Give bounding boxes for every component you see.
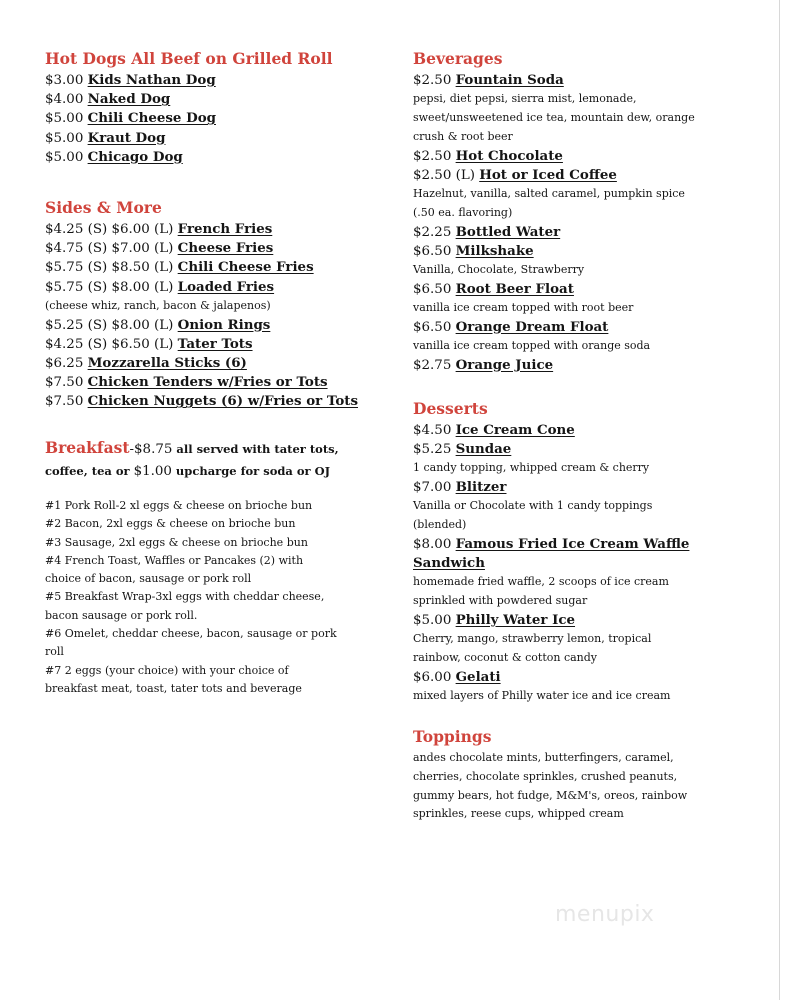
menu-item (413, 440, 689, 459)
breakfast-note: all served with tater tots, (172, 442, 339, 456)
item-name: Ice Cream Cone (455, 422, 575, 438)
menu-item (45, 373, 358, 392)
item-name: Root Beer Float (455, 280, 574, 297)
item-price: $2.75 (413, 357, 452, 373)
item-price: $2.50 (413, 148, 452, 164)
item-price: $4.50 (413, 423, 452, 438)
item-price: $4.00 (45, 92, 84, 108)
item-name: Tater Tots (177, 335, 253, 352)
item-name: Bottled Water (455, 223, 561, 240)
item-description: cherries, chocolate sprinkles, crushed peanuts, (413, 769, 678, 783)
item-price: $4.25 (S) $6.00 (L) (45, 222, 174, 237)
breakfast-option: bacon sausage or pork roll. (45, 608, 198, 622)
item-name: Milkshake (455, 242, 534, 259)
item-name: Gelati (455, 668, 501, 685)
item-name: Chicken Nuggets (6) w/Fries or Tots (87, 393, 358, 410)
section-desserts (413, 398, 689, 706)
item-name: Orange Dream Float (455, 318, 609, 335)
menu-item (413, 421, 689, 440)
item-description: Vanilla or Chocolate with 1 candy toppings (413, 499, 653, 513)
item-description: vanilla ice cream topped with orange soda (413, 339, 651, 352)
item-name: Onion Rings (177, 316, 271, 333)
item-description: 1 candy topping, whipped cream & cherry (413, 461, 650, 475)
menu-item (413, 71, 695, 90)
item-name: Fountain Soda (455, 72, 564, 88)
breakfast-list (45, 497, 339, 698)
menu-item (45, 129, 333, 148)
menu-item (45, 392, 358, 411)
item-name: Sandwich (413, 555, 485, 572)
item-name: French Fries (177, 221, 273, 237)
item-price: $5.00 (45, 149, 84, 165)
section-title: Beverages (413, 49, 503, 68)
item-price: $5.25 (S) $8.00 (L) (45, 317, 174, 333)
menu-item (45, 220, 358, 239)
menu-item (413, 611, 689, 630)
breakfast-option: #3 Sausage, 2xl eggs & cheese on brioche bun (45, 535, 308, 549)
item-name: Cheese Fries (177, 240, 274, 257)
item-price: $8.00 (413, 537, 452, 552)
item-price: $7.50 (45, 375, 84, 391)
breakfast-note: coffee, tea or (45, 464, 134, 478)
item-price: $6.50 (413, 243, 452, 259)
watermark: menupix (555, 902, 655, 927)
item-price: $5.00 (413, 613, 452, 628)
menu-item (45, 278, 358, 297)
menu-item (413, 535, 689, 554)
item-name: Mozzarella Sticks (6) (87, 355, 247, 372)
breakfast-note-line2 (45, 461, 339, 482)
item-name: Orange Juice (455, 356, 554, 373)
item-description: (blended) (413, 518, 467, 532)
item-description: gummy bears, hot fudge, M&M's, oreos, rainbow (413, 788, 688, 802)
section-hot-dogs (45, 48, 333, 167)
breakfast-option: #5 Breakfast Wrap-3xl eggs with cheddar cheese, (45, 590, 325, 604)
item-description: mixed layers of Philly water ice and ice cream (413, 689, 671, 702)
item-name: Kids Nathan Dog (87, 72, 216, 88)
item-price: $6.25 (45, 356, 84, 372)
section-breakfast (45, 437, 339, 698)
menu-item (413, 242, 695, 261)
item-price: $5.00 (45, 130, 84, 146)
menu-item (413, 223, 695, 242)
item-name: Chicken Tenders w/Fries or Tots (87, 374, 328, 391)
item-name: Hot Chocolate (455, 147, 563, 164)
menu-item (413, 318, 695, 337)
menu-item (45, 109, 333, 128)
section-title: Toppings (413, 727, 492, 746)
item-price: $5.75 (S) $8.50 (L) (45, 260, 174, 276)
item-price: $7.00 (413, 480, 452, 496)
item-description: andes chocolate mints, butterfingers, caramel, (413, 751, 674, 764)
page-edge (779, 0, 780, 1000)
menu-item (45, 239, 358, 258)
item-description: Hazelnut, vanilla, salted caramel, pumpkin spice (413, 187, 685, 200)
item-price: $5.00 (45, 111, 84, 127)
breakfast-option: #1 Pork Roll-2 xl eggs & cheese on brioche bun (45, 499, 313, 512)
menu-item (413, 166, 695, 185)
item-description: pepsi, diet pepsi, sierra mist, lemonade, (413, 92, 637, 106)
breakfast-option: #7 2 eggs (your choice) with your choice of (45, 663, 289, 677)
item-price: $5.75 (S) $8.00 (L) (45, 279, 174, 295)
menu-item (45, 335, 358, 354)
item-name: Hot or Iced Coffee (479, 166, 617, 183)
section-title: Desserts (413, 399, 488, 418)
item-price: $6.50 (413, 281, 452, 297)
item-description: (cheese whiz, ranch, bacon & jalapenos) (45, 298, 271, 312)
item-name: Chili Cheese Dog (87, 110, 216, 127)
breakfast-option: #2 Bacon, 2xl eggs & cheese on brioche bun (45, 517, 296, 531)
item-description: rainbow, coconut & cotton candy (413, 651, 598, 664)
breakfast-option: #6 Omelet, cheddar cheese, bacon, sausage or pork (45, 627, 337, 641)
item-price: $5.25 (413, 442, 452, 458)
breakfast-header (45, 437, 339, 461)
breakfast-option: choice of bacon, sausage or pork roll (45, 572, 252, 586)
menu-item (413, 147, 695, 166)
item-description: sweet/unsweetened ice tea, mountain dew, orange (413, 111, 695, 124)
item-name: Sundae (455, 441, 512, 458)
item-description: vanilla ice cream topped with root beer (413, 301, 634, 314)
item-name: Naked Dog (87, 91, 171, 108)
item-description: Vanilla, Chocolate, Strawberry (413, 263, 585, 276)
breakfast-option: roll (45, 645, 64, 659)
item-description: homemade fried waffle, 2 scoops of ice cream (413, 575, 669, 589)
section-beverages (413, 48, 695, 375)
item-price: $6.00 (413, 669, 452, 685)
item-description: crush & root beer (413, 129, 513, 143)
menu-item (45, 258, 358, 277)
item-price: $6.50 (413, 319, 452, 335)
menu-item (413, 478, 689, 497)
menu-item (45, 316, 358, 335)
item-description: sprinkles, reese cups, whipped cream (413, 807, 624, 821)
item-price: $4.25 (S) $6.50 (L) (45, 336, 174, 352)
item-price: $2.25 (413, 224, 452, 240)
breakfast-note: upcharge for soda or OJ (171, 464, 331, 478)
item-name: Blitzer (455, 479, 507, 496)
item-price: $4.75 (S) $7.00 (L) (45, 241, 174, 257)
menu-item (413, 668, 689, 687)
item-name: Loaded Fries (177, 278, 275, 295)
item-name: Chicago Dog (87, 148, 183, 165)
menu-item (413, 356, 695, 375)
menu-item (45, 354, 358, 373)
item-price: $2.50 (L) (413, 167, 475, 183)
section-sides (45, 197, 358, 412)
upcharge-price: $1.00 (133, 464, 172, 479)
section-title: Sides & More (45, 198, 162, 217)
breakfast-option: breakfast meat, toast, tater tots and beverage (45, 681, 302, 695)
item-description: (.50 ea. flavoring) (413, 205, 513, 219)
menu-item (45, 148, 333, 167)
item-price: $3.00 (45, 73, 84, 88)
item-name: Kraut Dog (87, 129, 166, 146)
menu-item (413, 280, 695, 299)
item-price: $7.50 (45, 394, 84, 410)
item-name: Chili Cheese Fries (177, 259, 314, 276)
item-name: Famous Fried Ice Cream Waffle (455, 536, 690, 552)
section-title: Breakfast (45, 438, 130, 457)
menu-item (413, 554, 689, 573)
item-name: Philly Water Ice (455, 612, 576, 628)
item-description: Cherry, mango, strawberry lemon, tropical (413, 632, 652, 646)
item-price: $2.50 (413, 73, 452, 88)
menu-item (45, 71, 333, 90)
breakfast-option: #4 French Toast, Waffles or Pancakes (2) with (45, 553, 304, 567)
menu-item (45, 90, 333, 109)
section-toppings (413, 726, 687, 824)
section-title: Hot Dogs All Beef on Grilled Roll (45, 49, 333, 68)
breakfast-price: -$8.75 (129, 442, 173, 457)
item-description: sprinkled with powdered sugar (413, 594, 588, 608)
